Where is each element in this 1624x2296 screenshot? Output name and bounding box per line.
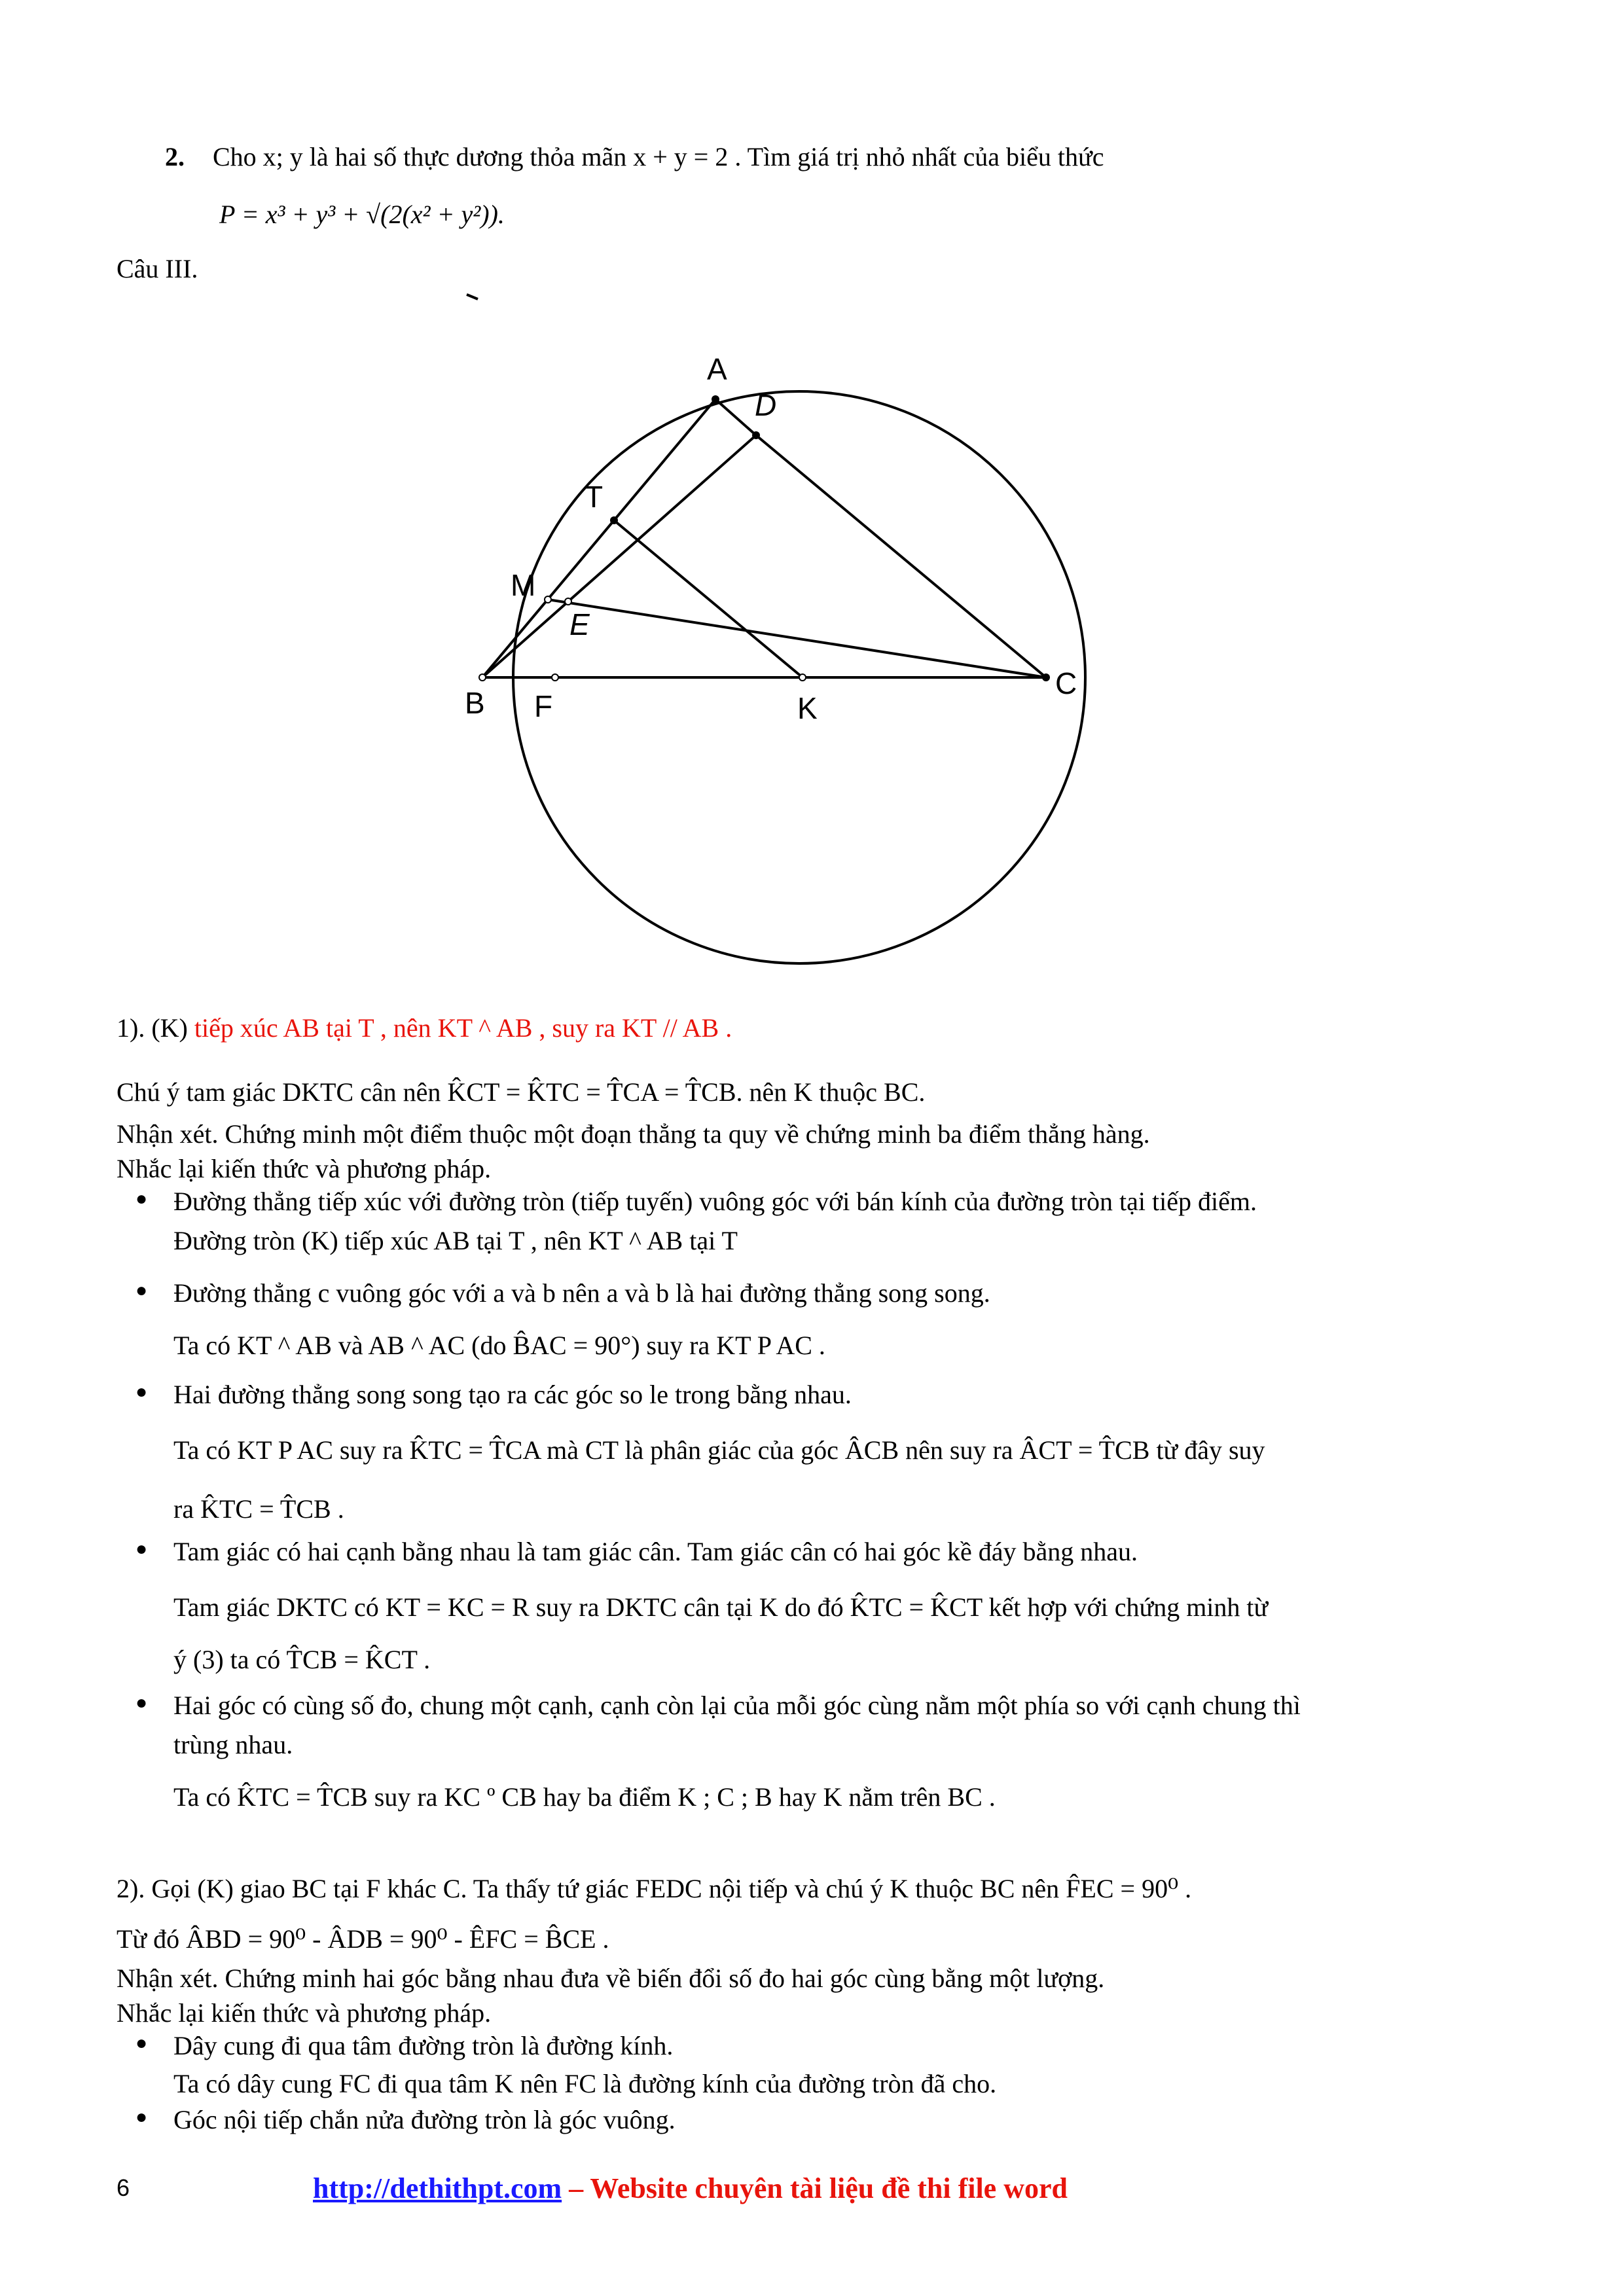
segment-AD <box>715 399 756 435</box>
page-number: 6 <box>117 2174 130 2201</box>
bullet-dot: ● <box>135 1280 148 1301</box>
segment-AB <box>482 399 715 677</box>
problem-2-number: 2. <box>165 142 185 171</box>
part1-heading <box>117 1011 732 1045</box>
part2-bullet-1-detail: Ta có dây cung FC đi qua tâm K nên FC là đường kính của đường tròn đã cho. <box>173 2069 997 2098</box>
point-K <box>799 674 806 681</box>
part1-bullet-5: Hai góc có cùng số đo, chung một cạnh, cạnh còn lại của mỗi góc cùng nằm một phía so với cạnh chung thì <box>173 1691 1301 1720</box>
problem-2-formula: P = x³ + y³ + √(2(x² + y²)). <box>219 200 505 229</box>
point-B <box>479 674 486 681</box>
part1-bullet-4: Tam giác có hai cạnh bằng nhau là tam giác cân. Tam giác cân có hai góc kề đáy bằng nhau. <box>173 1537 1138 1566</box>
part1-bullet-3-detail-1: Ta có KT P AC suy ra K̂TC = T̂CA mà CT là phân giác của góc ÂCB nên suy ra ÂCT = T̂CB từ đây suy <box>173 1435 1265 1465</box>
part2-remark: Nhận xét. Chứng minh hai góc bằng nhau đưa về biến đổi số đo hai góc cùng bằng một lượng. <box>117 1964 1105 1993</box>
point-C <box>1042 673 1050 681</box>
part1-note: Chú ý tam giác DKTC cân nên K̂CT = K̂TC = T̂CA = T̂CB. nên K thuộc BC. <box>117 1077 926 1107</box>
section-title: Câu III. <box>117 254 198 283</box>
part1-bullet-2: Đường thẳng c vuông góc với a và b nên a và b là hai đường thẳng song song. <box>173 1278 990 1308</box>
part1-heading-red: tiếp xúc AB tại T , nên KT ^ AB , suy ra KT // AB . <box>194 1013 732 1043</box>
point-E <box>565 598 571 605</box>
bullet-dot: ● <box>135 1692 148 1713</box>
label-A: A <box>707 352 727 386</box>
footer <box>313 2172 1068 2206</box>
label-B: B <box>465 686 485 720</box>
label-F: F <box>534 689 553 723</box>
part1-bullet-3-detail-2: ra K̂TC = T̂CB . <box>173 1494 344 1524</box>
part1-remark: Nhận xét. Chứng minh một điểm thuộc một đoạn thẳng ta quy về chứng minh ba điểm thẳng hàng. <box>117 1119 1150 1149</box>
part1-bullet-4-detail-1: Tam giác DKTC có KT = KC = R suy ra DKTC cân tại K do đó K̂TC = K̂CT kết hợp với chứng minh từ <box>173 1592 1269 1622</box>
label-C: C <box>1055 666 1077 700</box>
label-K: K <box>797 691 818 725</box>
segment-TK <box>614 520 803 677</box>
part1-bullet-3: Hai đường thẳng song song tạo ra các góc so le trong bằng nhau. <box>173 1380 852 1409</box>
part2-line2: Từ đó ÂBD = 90⁰ - ÂDB = 90⁰ - ÊFC = B̂CE . <box>117 1924 609 1954</box>
geometry-figure <box>0 0 1624 982</box>
label-M: M <box>511 568 536 602</box>
part1-bullet-5-line2: trùng nhau. <box>173 1730 293 1759</box>
part2-heading: 2). Gọi (K) giao BC tại F khác C. Ta thấy tứ giác FEDC nội tiếp và chú ý K thuộc BC nên F̂EC = 90⁰ . <box>117 1874 1192 1903</box>
point-F <box>552 674 558 681</box>
part1-bullet-5-detail: Ta có K̂TC = T̂CB suy ra KC º CB hay ba điểm K ; C ; B hay K nằm trên BC . <box>173 1782 996 1812</box>
part2-bullet-2: Góc nội tiếp chắn nửa đường tròn là góc vuông. <box>173 2105 676 2134</box>
bullet-dot: ● <box>135 2032 148 2054</box>
part1-bullet-4-detail-2: ý (3) ta có T̂CB = K̂CT . <box>173 1645 431 1674</box>
bullet-dot: ● <box>135 1381 148 1403</box>
point-T <box>610 516 618 524</box>
bullet-dot: ● <box>135 1188 148 1210</box>
footer-tagline: – Website chuyên tài liệu đề thi file word <box>562 2172 1068 2204</box>
segment-DC <box>756 435 1046 677</box>
label-E: E <box>569 607 590 641</box>
part1-heading-black: 1). (K) <box>117 1013 188 1043</box>
bullet-dot: ● <box>135 1538 148 1560</box>
footer-link[interactable]: http://dethithpt.com <box>313 2172 562 2204</box>
part2-recall: Nhắc lại kiến thức và phương pháp. <box>117 1998 492 2028</box>
part1-recall: Nhắc lại kiến thức và phương pháp. <box>117 1154 492 1183</box>
bullet-dot: ● <box>135 2106 148 2128</box>
segment-MC <box>548 600 1046 677</box>
short-mark <box>467 295 478 299</box>
point-M <box>545 596 551 603</box>
point-A <box>712 395 719 403</box>
part1-bullet-1: Đường thẳng tiếp xúc với đường tròn (tiếp tuyến) vuông góc với bán kính của đường tròn tại tiếp điểm. <box>173 1187 1257 1216</box>
problem-2-statement: Cho x; y là hai số thực dương thỏa mãn x + y = 2 . Tìm giá trị nhỏ nhất của biểu thức <box>213 142 1104 171</box>
part1-bullet-2-detail: Ta có KT ^ AB và AB ^ AC (do B̂AC = 90°) suy ra KT P AC . <box>173 1331 825 1360</box>
segment-BD <box>482 435 756 677</box>
part1-bullet-1-detail: Đường tròn (K) tiếp xúc AB tại T , nên KT ^ AB tại T <box>173 1226 738 1255</box>
label-T: T <box>585 480 604 514</box>
part2-bullet-1: Dây cung đi qua tâm đường tròn là đường kính. <box>173 2031 674 2060</box>
label-D: D <box>755 388 777 422</box>
point-D <box>752 431 760 439</box>
